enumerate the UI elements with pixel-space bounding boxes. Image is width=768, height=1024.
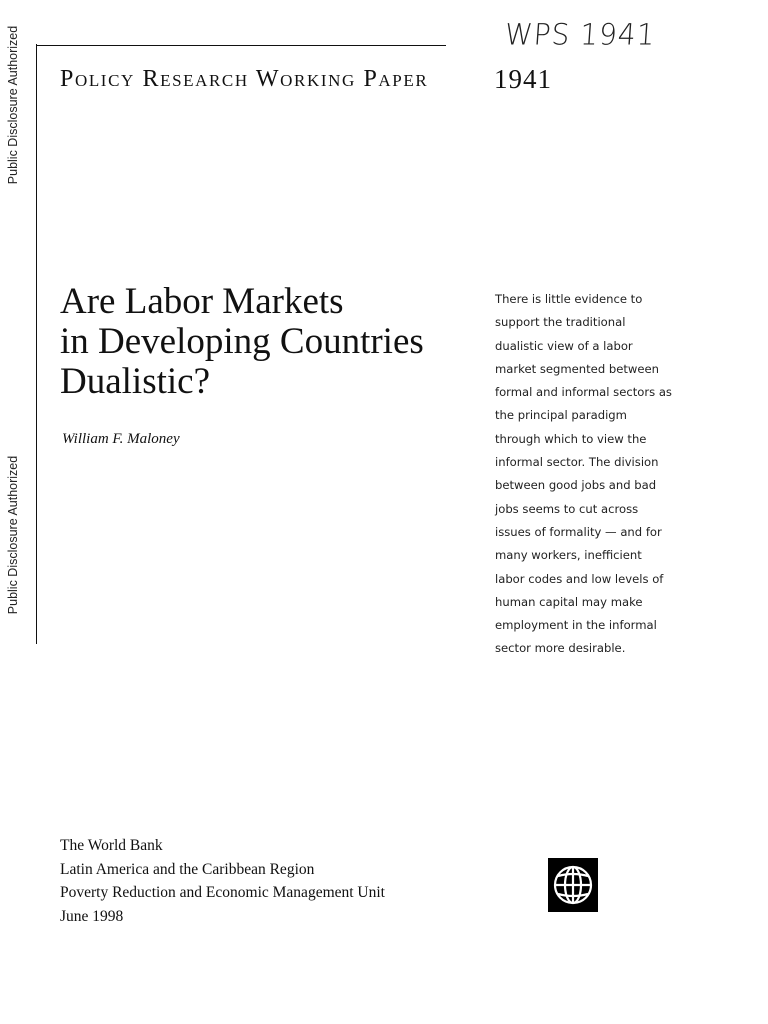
abstract-line: many workers, inefficient <box>495 548 642 563</box>
abstract-line: through which to view the <box>495 431 647 446</box>
vertical-rule <box>36 44 37 644</box>
horizontal-rule <box>36 45 446 46</box>
publisher-info <box>60 834 385 928</box>
publisher-line: June 1998 <box>60 907 124 925</box>
world-bank-globe-icon <box>548 858 598 912</box>
abstract-line: between good jobs and bad <box>495 478 657 493</box>
disclosure-stamp-text: Public Disclosure Authorized <box>6 25 21 185</box>
paper-number: 1941 <box>494 64 552 94</box>
publisher-line: The World Bank <box>60 837 163 854</box>
abstract-line: the principal paradigm <box>495 408 627 423</box>
disclosure-stamp-text: Public Disclosure Authorized <box>6 455 21 615</box>
abstract-summary <box>495 288 672 661</box>
disclosure-stamp-bottom <box>3 440 23 630</box>
paper-title <box>60 282 460 402</box>
title-line: in Developing Countries <box>60 321 424 362</box>
abstract-line: dualistic view of a labor <box>495 338 633 353</box>
abstract-line: support the traditional <box>495 315 626 330</box>
disclosure-stamp-top <box>3 10 23 200</box>
abstract-line: informal sector. The division <box>495 455 659 470</box>
publisher-line: Poverty Reduction and Economic Management Unit <box>60 884 385 901</box>
abstract-line: formal and informal sectors as <box>495 385 672 400</box>
abstract-line: market segmented between <box>495 361 659 376</box>
title-line: Are Labor Markets <box>60 281 344 322</box>
title-line: Dualistic? <box>60 361 211 402</box>
abstract-line: labor codes and low levels of <box>495 571 664 586</box>
abstract-line: human capital may make <box>495 594 643 609</box>
abstract-line: jobs seems to cut across <box>495 501 639 516</box>
abstract-line: issues of formality — and for <box>495 524 662 539</box>
abstract-line: employment in the informal <box>495 618 657 633</box>
handwritten-report-code: WPS 1941 <box>503 17 657 52</box>
abstract-line: sector more desirable. <box>495 641 626 656</box>
abstract-line: There is little evidence to <box>495 292 643 306</box>
author-name: William F. Maloney <box>62 431 180 447</box>
series-title: Policy Research Working Paper <box>60 66 429 92</box>
publisher-line: Latin America and the Caribbean Region <box>60 860 315 878</box>
